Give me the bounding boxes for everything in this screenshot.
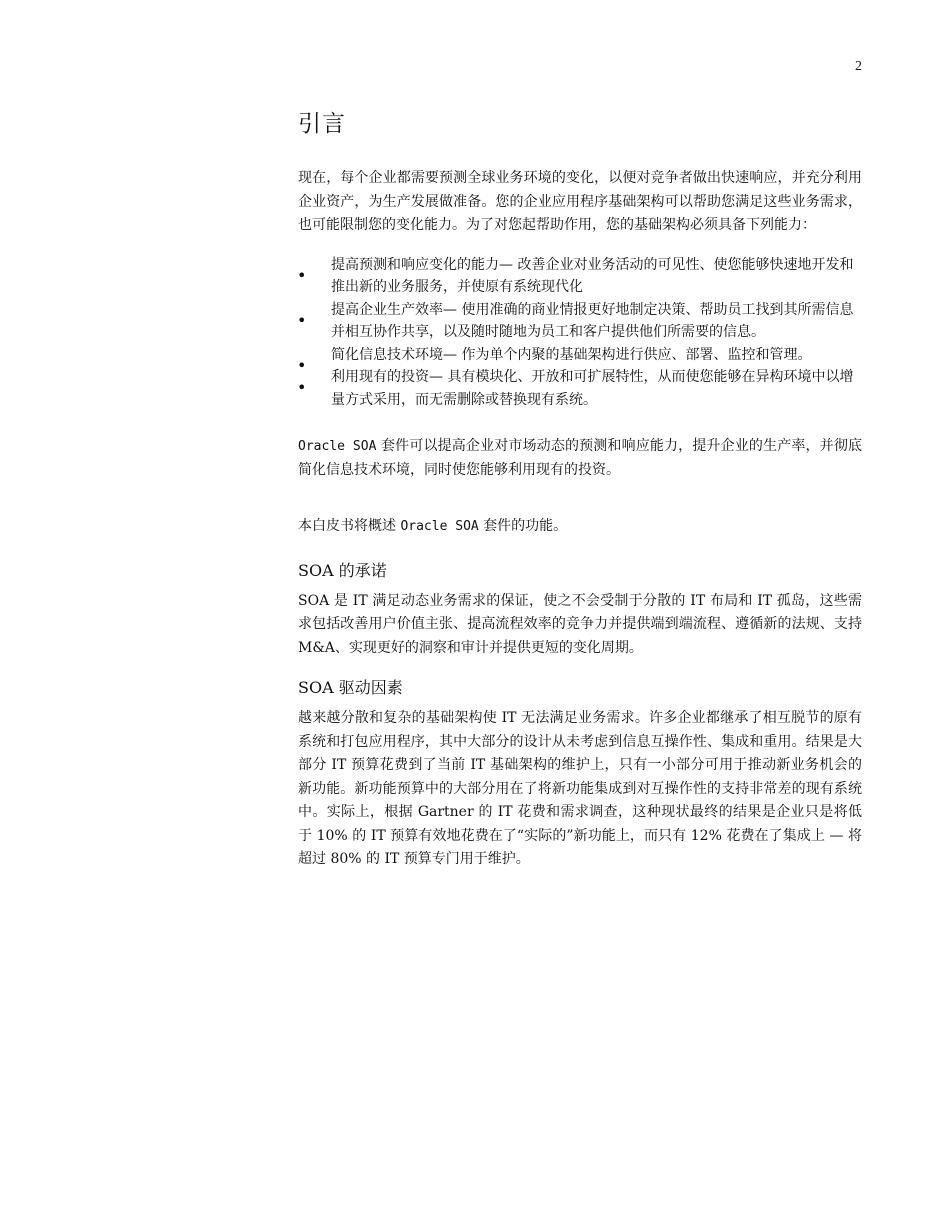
section-heading-soa-promise: SOA 的承诺 <box>298 560 387 580</box>
page-title: 引言 <box>298 111 346 137</box>
section-body-soa-promise: SOA 是 IT 满足动态业务需求的保证，使之不会受制于分散的 IT 布局和 IT 孤岛，这些需求包括改善用户价值主张、提高流程效率的竞争力并提供端到端流程、遵循新的法规、支持 M&A、实现更好的洞察和审计并提供更短的变化周期。 <box>298 592 862 656</box>
page-number: 2 <box>855 59 862 74</box>
summary-text-before: 本白皮书将概述 <box>298 518 401 534</box>
intro-paragraph: 现在，每个企业都需要预测全球业务环境的变化，以便对竞争者做出快速响应，并充分利用企业资产，为生产发展做准备。您的企业应用程序基础架构可以帮助您满足这些业务需求，也可能限制您的变化能力。为了对您起帮助作用，您的基础架构必须具备下列能力： <box>298 170 862 233</box>
document-body <box>298 108 862 872</box>
whitepaper-summary <box>298 515 862 539</box>
oracle-soa-term: Oracle SOA <box>400 519 479 534</box>
bullet-icon: • <box>297 378 307 397</box>
bullet-icon: • <box>297 355 307 375</box>
list-item <box>298 254 862 299</box>
list-item-text: 提高预测和响应变化的能力— 改善企业对业务活动的可见性、使您能够快速地开发和推出新的业务服务，并使原有系统现代化 <box>331 256 854 295</box>
bullet-icon: • <box>297 265 307 285</box>
summary-text-after: 套件的功能。 <box>478 518 568 534</box>
section-heading-soa-drivers: SOA 驱动因素 <box>298 678 403 697</box>
list-item-text: 利用现有的投资— 具有模块化、开放和可扩展特性，从而使您能够在异构环境中以增量方式采用，而无需删除或替换现有系统。 <box>331 369 854 408</box>
oracle-soa-term: Oracle SOA <box>298 439 377 454</box>
list-item <box>297 344 862 375</box>
list-item-text: 提高企业生产效率— 使用准确的商业情报更好地制定决策、帮助员工找到其所需信息并相互协作共享，以及随时随地为员工和客户提供他们所需要的信息。 <box>331 301 854 340</box>
oracle-soa-text: 套件可以提高企业对市场动态的预测和响应能力，提升企业的生产率，并彻底简化信息技术环境，同时使您能够利用现有的投资。 <box>298 438 862 478</box>
list-item-text: 简化信息技术环境— 作为单个内聚的基础架构进行供应、部署、监控和管理。 <box>331 346 812 363</box>
list-item <box>298 299 862 344</box>
list-item <box>298 366 862 411</box>
section-body-soa-drivers: 越来越分散和复杂的基础架构使 IT 无法满足业务需求。许多企业都继承了相互脱节的原有系统和打包应用程序，其中大部分的设计从未考虑到信息互操作性、集成和重用。结果是大部分 IT 预算花费到了当前 IT 基础架构的维护上，只有一小部分可用于推动新业务机会的新功能。新功能预算中的大部分用在了将新功能集成到对互操作性的支持非常差的现有系统中。实际上，根据 Gartner 的 IT 花费和需求调查，这种现状最终的结果是企业只是将低于 10% 的 IT 预算有效地花费在了“实际的”新功能上，而只有 12% 花费在了集成上 — 将超过 80% 的 IT 预算专门用于维护。 <box>298 710 862 867</box>
bullet-icon: • <box>297 310 307 330</box>
oracle-soa-paragraph <box>298 435 862 482</box>
capability-list <box>298 254 862 412</box>
